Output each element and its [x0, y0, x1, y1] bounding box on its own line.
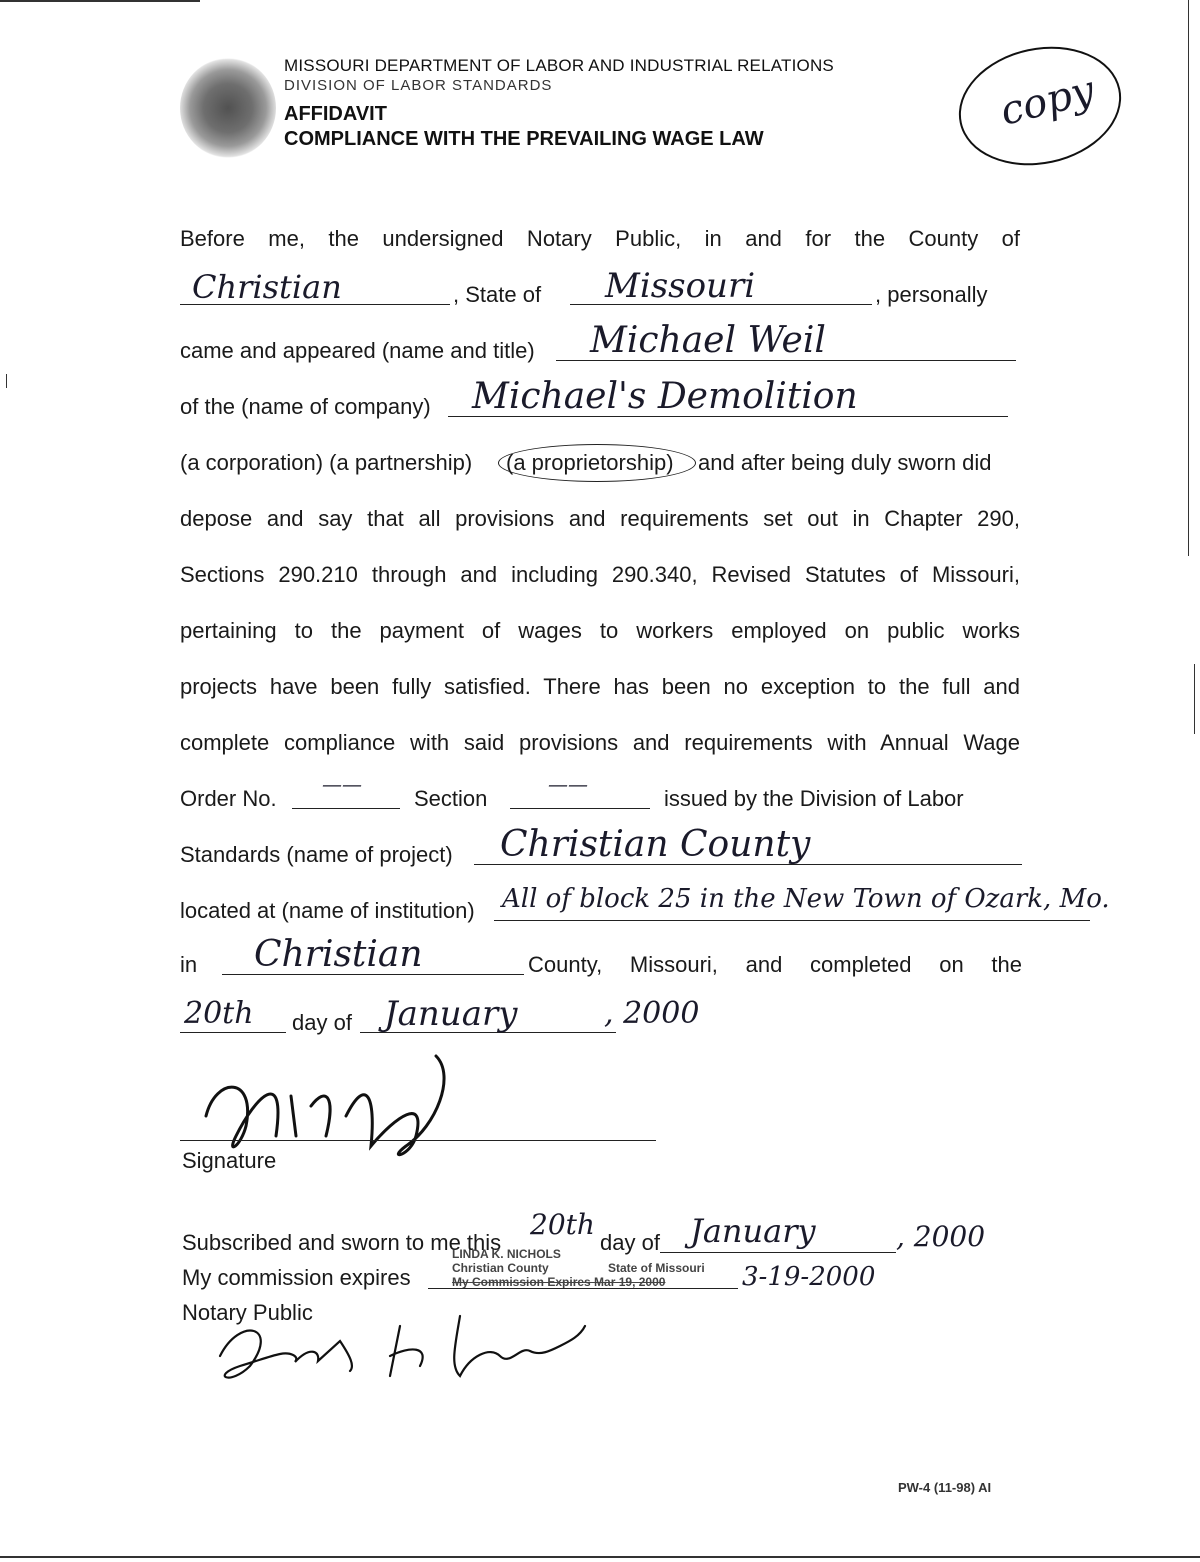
in-county-value: Christian [254, 934, 423, 975]
institution-value: All of block 25 in the New Town of Ozark, Mo. [502, 884, 1110, 914]
section-underline [510, 808, 650, 809]
section-label: Section [414, 786, 488, 811]
signature-label: Signature [182, 1148, 277, 1173]
notary-public-label: Notary Public [182, 1300, 313, 1325]
notary-stamp-state: State of Missouri [608, 1261, 705, 1275]
entity-types-label: (a corporation) (a partnership) [180, 450, 473, 475]
order-no-label: Order No. [180, 786, 277, 811]
notary-stamp-expires: My Commission Expires Mar 19, 2000 [452, 1275, 666, 1289]
sworn-day-of-label: day of [600, 1230, 660, 1255]
paragraph-line-2: Sections 290.210 through and including 290.340, Revised Statutes of Missouri, [180, 562, 1020, 587]
section-value: —— [548, 772, 588, 796]
personally-label: , personally [875, 282, 988, 307]
company-value: Michael's Demolition [472, 376, 858, 417]
scan-bottom-edge [0, 1556, 1200, 1558]
completed-day-value: 20th [184, 996, 254, 1031]
company-label: of the (name of company) [180, 394, 431, 419]
form-code: PW-4 (11-98) AI [898, 1480, 992, 1495]
order-no-value: —— [322, 772, 362, 796]
issued-by-label: issued by the Division of Labor [664, 786, 964, 811]
completed-day-of-label: day of [292, 1010, 352, 1035]
sworn-month-underline [660, 1252, 896, 1253]
entity-selected: (a proprietorship) [506, 450, 674, 475]
commission-underline [428, 1288, 738, 1289]
completed-month-value: January [384, 994, 518, 1034]
notary-signature [200, 1296, 620, 1396]
notary-stamp-name: LINDA K. NICHOLS [452, 1247, 561, 1261]
scan-left-mark [6, 374, 7, 388]
scan-right-mark [1194, 664, 1195, 734]
project-value: Christian County [500, 824, 811, 865]
doc-title: COMPLIANCE WITH THE PREVAILING WAGE LAW [284, 128, 764, 150]
paragraph-line-1: depose and say that all provisions and requirements set out in Chapter 290, [180, 506, 1020, 531]
scan-top-edge [0, 0, 200, 2]
institution-label: located at (name of institution) [180, 898, 475, 923]
order-no-underline [292, 808, 400, 809]
division-name: DIVISION OF LABOR STANDARDS [284, 77, 553, 94]
notary-stamp-county: Christian County [452, 1261, 549, 1275]
subscribed-label: Subscribed and sworn to me this [182, 1230, 502, 1255]
intro-line: Before me, the undersigned Notary Public, in and for the County of [180, 226, 1020, 251]
scan-right-edge [1188, 0, 1189, 556]
copy-handwriting: copy [995, 67, 1099, 135]
institution-underline [494, 920, 1090, 921]
state-of-label: , State of [453, 282, 542, 307]
name-title-value: Michael Weil [590, 320, 826, 361]
county-completed-label: County, Missouri, and completed on the [528, 952, 1022, 977]
doc-type: AFFIDAVIT [284, 103, 387, 125]
in-label: in [180, 952, 198, 977]
signature-underline [180, 1140, 656, 1141]
completed-year-value: , 2000 [604, 996, 700, 1031]
paragraph-line-3: pertaining to the payment of wages to workers employed on public works [180, 618, 1020, 643]
affiant-signature [196, 1036, 496, 1166]
sworn-month-value: January [690, 1212, 816, 1250]
commission-expires-value: 3-19-2000 [742, 1262, 876, 1292]
paragraph-line-5: complete compliance with said provisions and requirements with Annual Wage [180, 730, 1020, 755]
paragraph-line-4: projects have been fully satisfied. There has been no exception to the full and [180, 674, 1020, 699]
sworn-year-value: , 2000 [896, 1220, 986, 1253]
state-seal [180, 58, 276, 158]
sworn-day-value: 20th [530, 1208, 595, 1241]
state-value: Missouri [605, 266, 756, 306]
department-name: MISSOURI DEPARTMENT OF LABOR AND INDUSTRIAL RELATIONS [284, 56, 834, 75]
county-value: Christian [192, 268, 342, 306]
project-label: Standards (name of project) [180, 842, 453, 867]
commission-expires-label: My commission expires [182, 1265, 411, 1290]
completed-day-underline [180, 1032, 286, 1033]
came-appeared-label: came and appeared (name and title) [180, 338, 535, 363]
after-sworn-label: and after being duly sworn did [698, 450, 992, 475]
